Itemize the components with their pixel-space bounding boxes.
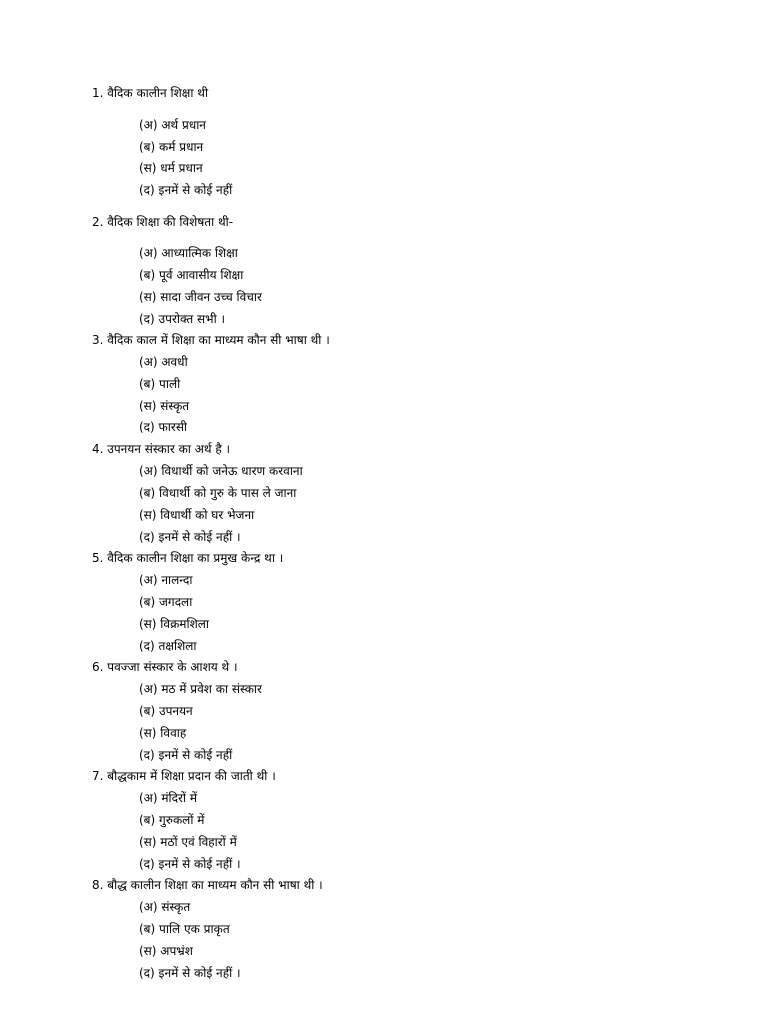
q1-option-d: (द) इनमें से कोई नहीं [139, 183, 233, 197]
q4-option-b: (ब) विधार्थी को गुरु के पास ले जाना [139, 486, 297, 500]
q8-option-c: (स) अपभ्रंश [139, 944, 193, 958]
q8-option-d: (द) इनमें से कोई नहीं । [139, 966, 241, 980]
q5-option-a: (अ) नालन्दा [139, 573, 193, 587]
q7-option-c: (स) मठों एवं विहारों में [139, 835, 237, 849]
q7-option-d: (द) इनमें से कोई नहीं । [139, 857, 241, 871]
q2-option-d: (द) उपरोक्त सभी । [139, 312, 226, 326]
q2-option-a: (अ) आध्यात्मिक शिक्षा [139, 246, 238, 260]
question-2: 2. वैदिक शिक्षा की विशेषता थी- [92, 215, 234, 229]
q6-option-a: (अ) मठ में प्रवेश का संस्कार [139, 682, 262, 696]
q1-option-c: (स) धर्म प्रधान [139, 161, 203, 175]
q6-option-d: (द) इनमें से कोई नहीं [139, 748, 233, 762]
q3-option-b: (ब) पाली [139, 377, 181, 391]
question-5: 5. वैदिक कालीन शिक्षा का प्रमुख केन्द्र था । [92, 551, 284, 565]
q1-option-a: (अ) अर्थ प्रधान [139, 118, 206, 132]
q1-option-b: (ब) कर्म प्रधान [139, 140, 204, 154]
q5-option-c: (स) विक्रमशिला [139, 617, 209, 631]
q3-option-c: (स) संस्कृत [139, 399, 190, 413]
q5-option-b: (ब) जगदला [139, 595, 193, 609]
q8-option-b: (ब) पालि एक प्राकृत [139, 922, 230, 936]
q4-option-c: (स) विधार्थी को घर भेजना [139, 508, 255, 522]
question-3: 3. वैदिक काल में शिक्षा का माध्यम कौन सी भाषा थी । [92, 333, 330, 347]
question-4: 4. उपनयन संस्कार का अर्थ है । [92, 442, 231, 456]
q6-option-c: (स) विवाह [139, 726, 187, 740]
q7-option-a: (अ) मंदिरों में [139, 791, 198, 805]
q3-option-d: (द) फारसी [139, 420, 188, 434]
q7-option-b: (ब) गुरुकलों में [139, 813, 205, 827]
q5-option-d: (द) तक्षशिला [139, 639, 197, 653]
question-6: 6. पवज्जा संस्कार के आशय थे । [92, 660, 238, 674]
question-1: 1. वैदिक कालीन शिक्षा थी [92, 86, 209, 100]
q6-option-b: (ब) उपनयन [139, 704, 193, 718]
q2-option-b: (ब) पूर्व आवासीय शिक्षा [139, 268, 244, 282]
q8-option-a: (अ) संस्कृत [139, 900, 191, 914]
question-8: 8. बौद्ध कालीन शिक्षा का माध्यम कौन सी भाषा थी । [92, 878, 323, 892]
q4-option-a: (अ) विधार्थी को जनेऊ धारण करवाना [139, 464, 303, 478]
q4-option-d: (द) इनमें से कोई नहीं । [139, 530, 241, 544]
q2-option-c: (स) सादा जीवन उच्च विचार [139, 290, 262, 304]
question-7: 7. बौद्धकाम में शिक्षा प्रदान की जाती थी । [92, 769, 276, 783]
q3-option-a: (अ) अवधी [139, 355, 188, 369]
